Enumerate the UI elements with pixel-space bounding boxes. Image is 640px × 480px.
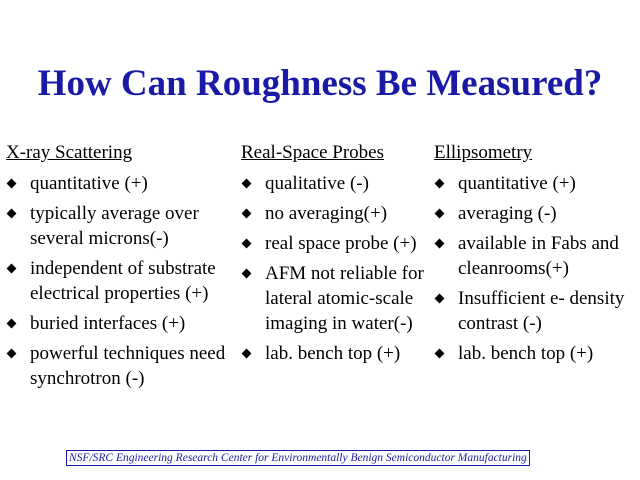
column-real-space-probes xyxy=(241,140,436,371)
diamond-bullet-icon xyxy=(435,209,445,219)
list-item: real space probe (+) xyxy=(241,231,436,256)
diamond-bullet-icon xyxy=(7,179,17,189)
column-xray-scattering xyxy=(6,140,236,396)
list-item: independent of substrate electrical properties (+) xyxy=(6,256,236,306)
diamond-bullet-icon xyxy=(242,179,252,189)
column-heading: Ellipsometry xyxy=(434,142,533,163)
diamond-bullet-icon xyxy=(435,239,445,249)
list-item: lab. bench top (+) xyxy=(241,341,436,366)
list-item: Insufficient e- density contrast (-) xyxy=(434,286,634,336)
diamond-bullet-icon xyxy=(7,349,17,359)
list-item: qualitative (-) xyxy=(241,171,436,196)
footer-credit: NSF/SRC Engineering Research Center for Environmentally Benign Semiconductor Manufacturing xyxy=(66,450,530,466)
column-heading: X-ray Scattering xyxy=(6,142,133,163)
diamond-bullet-icon xyxy=(7,264,17,274)
column-heading: Real-Space Probes xyxy=(241,142,384,163)
list-item: lab. bench top (+) xyxy=(434,341,634,366)
list-item: available in Fabs and cleanrooms(+) xyxy=(434,231,634,281)
diamond-bullet-icon xyxy=(242,209,252,219)
list-item: buried interfaces (+) xyxy=(6,311,236,336)
diamond-bullet-icon xyxy=(242,269,252,279)
slide-title: How Can Roughness Be Measured? xyxy=(37,63,603,104)
list-item: averaging (-) xyxy=(434,201,634,226)
column-ellipsometry xyxy=(434,140,634,371)
diamond-bullet-icon xyxy=(435,179,445,189)
diamond-bullet-icon xyxy=(7,209,17,219)
diamond-bullet-icon xyxy=(7,319,17,329)
diamond-bullet-icon xyxy=(242,349,252,359)
list-item: typically average over several microns(-) xyxy=(6,201,236,251)
list-item: AFM not reliable for lateral atomic-scale imaging in water(-) xyxy=(241,261,436,336)
list-item: quantitative (+) xyxy=(434,171,634,196)
list-item: no averaging(+) xyxy=(241,201,436,226)
diamond-bullet-icon xyxy=(242,239,252,249)
list-item: powerful techniques need synchrotron (-) xyxy=(6,341,236,391)
diamond-bullet-icon xyxy=(435,349,445,359)
list-item: quantitative (+) xyxy=(6,171,236,196)
diamond-bullet-icon xyxy=(435,294,445,304)
